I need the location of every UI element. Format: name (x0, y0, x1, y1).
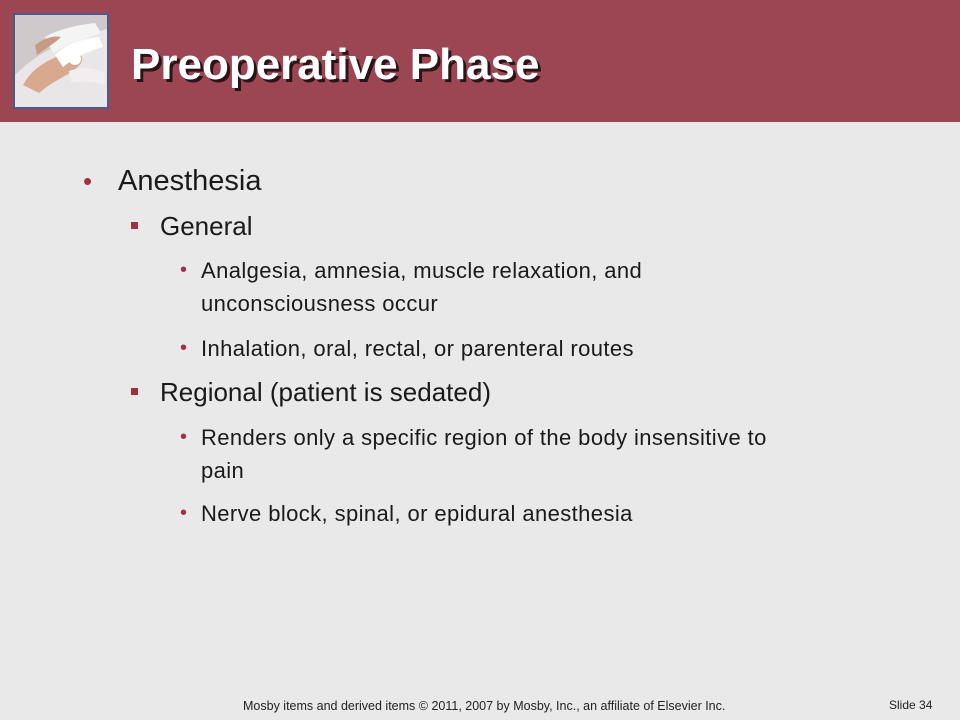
round-bullet-icon: • (180, 259, 188, 281)
title-bar (0, 0, 960, 122)
bullet-text: unconsciousness occur (201, 291, 439, 316)
bullet-text: Renders only a specific region of the body insensitive to (201, 425, 767, 450)
bullet-text: Analgesia, amnesia, muscle relaxation, and (201, 258, 643, 283)
hands-photo-image (13, 13, 109, 109)
bullet-text: General (160, 211, 253, 241)
bullet-text: Nerve block, spinal, or epidural anesthesia (201, 501, 633, 526)
square-bullet-icon (131, 222, 138, 229)
round-bullet-icon: • (180, 337, 188, 359)
round-bullet-icon: • (83, 166, 93, 196)
copyright-notice: Mosby items and derived items © 2011, 2007 by Mosby, Inc., an affiliate of Elsevier Inc. (243, 699, 726, 713)
round-bullet-icon: • (180, 502, 188, 524)
square-bullet-icon (131, 388, 138, 395)
slide-title: Preoperative Phase (131, 40, 540, 89)
bullet-text: Inhalation, oral, rectal, or parenteral routes (201, 336, 634, 361)
bullet-text: Regional (patient is sedated) (160, 377, 491, 407)
slide-number: Slide 34 (889, 698, 933, 712)
bullet-text: pain (201, 458, 245, 483)
bullet-text: Anesthesia (118, 165, 262, 197)
round-bullet-icon: • (180, 426, 188, 448)
